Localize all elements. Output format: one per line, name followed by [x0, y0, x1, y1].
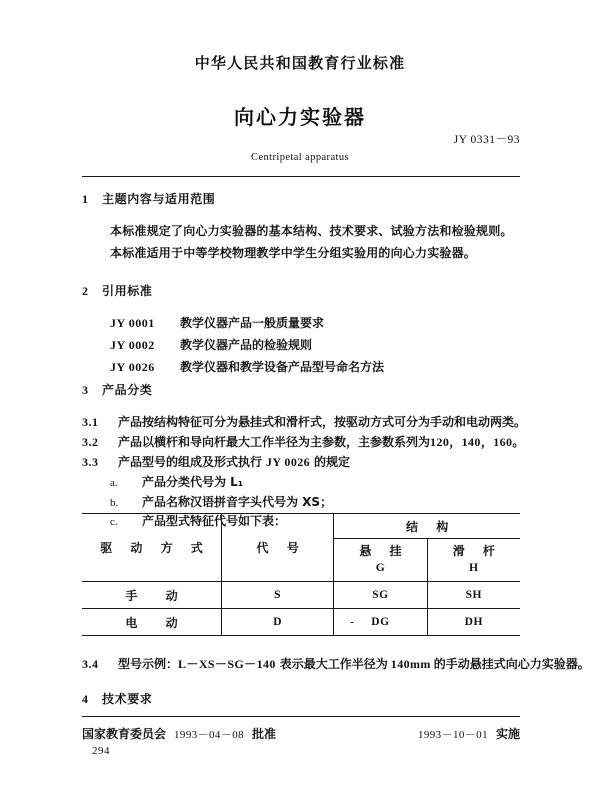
section-heading-2 — [82, 282, 152, 299]
section-number-4: 4 — [82, 692, 89, 706]
table-header-code — [222, 514, 334, 582]
table-header-slide-rod-label: 滑 杆 — [452, 543, 502, 558]
table-header-structure — [334, 514, 520, 539]
table-row — [82, 609, 520, 636]
table-cell-suspension — [334, 582, 427, 609]
table-cell-code: D — [222, 609, 334, 636]
footer-implementation — [410, 725, 520, 742]
product-type-code-table — [82, 513, 520, 636]
table-header-suspension-label: 悬 挂 — [359, 543, 409, 558]
list-item-text: 产品名称汉语拼音字头代号为 XS； — [142, 495, 333, 509]
list-item-text: 产品分类代号为 L₁ — [142, 475, 244, 489]
clause-text-3-1: 产品按结构特征可分为悬挂式和滑杆式，按驱动方式可分为手动和电动两类。 — [118, 415, 527, 429]
document-title: 向心力实验器 — [234, 105, 366, 129]
table-cell-drive — [82, 609, 222, 636]
footer-approval — [82, 725, 276, 742]
table-cell-slide-rod: SH — [427, 582, 520, 609]
clause-number-3-2: 3.2 — [82, 435, 99, 449]
footer-effective-date: 1993－10－01 — [417, 729, 488, 741]
table-header-suspension-letter: G — [375, 562, 386, 575]
clause-3-2 — [82, 433, 525, 450]
reference-title: 教学仪器产品一般质量要求 — [180, 316, 325, 330]
section-number-2: 2 — [82, 284, 89, 298]
list-item-marker: b. — [110, 497, 119, 509]
reference-item — [110, 314, 324, 331]
clause-3-3-reference: JY 0026 — [266, 455, 311, 469]
reference-title: 教学仪器和教学设备产品型号命名方法 — [180, 360, 385, 374]
footer-issuer: 国家教育委员会 — [82, 727, 167, 741]
reference-code: JY 0002 — [110, 338, 155, 352]
table-cell-suspension-code: SG — [372, 589, 389, 601]
section-heading-3 — [82, 381, 152, 398]
standard-number: JY 0331－93 — [453, 134, 520, 146]
clause-3-4-model-code: L－XS－SG－140 — [178, 657, 276, 671]
clause-text-3-3-b: 的规定 — [314, 455, 351, 469]
clause-3-1 — [82, 413, 526, 430]
table-cell-drive-label: 手 动 — [125, 588, 190, 603]
footer-effective-label: 实施 — [495, 727, 520, 741]
clause-text-3-4-b: 表示最大工作半径为 — [279, 657, 388, 671]
section-title-3: 产品分类 — [102, 383, 153, 397]
table-header-code-label: 代 号 — [256, 541, 306, 555]
table-cell-slide-rod: DH — [427, 609, 520, 636]
table-header-drive-mode — [82, 514, 222, 582]
footer-approve-date: 1993－04－08 — [174, 729, 245, 741]
clause-3-4 — [82, 655, 590, 672]
section-1-paragraph-1: 本标准规定了向心力实验器的基本结构、技术要求、试验方法和检验规则。 — [110, 224, 513, 238]
clause-text-3-2: 产品以横杆和导向杆最大工作半径为主参数，主参数系列为 — [118, 435, 431, 449]
clause-number-3-1: 3.1 — [82, 415, 99, 429]
list-item-marker: c. — [110, 516, 118, 528]
clause-text-3-4-c: 的手动悬挂式向心力实验器。 — [433, 657, 590, 671]
section-number-1: 1 — [82, 192, 89, 206]
organization-title: 中华人民共和国教育行业标准 — [194, 54, 406, 72]
section-title-4: 技术要求 — [102, 692, 153, 706]
clause-text-3-4-a: 型号示例： — [118, 657, 179, 671]
section-number-3: 3 — [82, 383, 89, 397]
reference-title: 教学仪器产品的检验规则 — [180, 338, 313, 352]
section-1-paragraph-2: 本标准适用于中等学校物理教学中学生分组实验用的向心力实验器。 — [110, 246, 477, 260]
reference-item — [110, 336, 312, 353]
clause-text-3-3-a: 产品型号的组成及形式执行 — [118, 455, 263, 469]
table-row — [82, 582, 520, 609]
clause-number-3-3: 3.3 — [82, 455, 99, 469]
footer-approve-label: 批准 — [252, 727, 277, 741]
clause-3-4-dimension: 140mm — [390, 657, 431, 671]
reference-item — [110, 358, 384, 375]
section-heading-4 — [82, 690, 152, 707]
table-cell-code: S — [222, 582, 334, 609]
table-header-slide-rod — [427, 539, 520, 582]
table-header-slide-rod-letter: H — [469, 562, 479, 575]
table-cell-suspension-prefix: - — [350, 616, 355, 628]
reference-code: JY 0001 — [110, 316, 155, 330]
section-heading-1 — [82, 190, 215, 207]
footer-divider — [82, 716, 520, 717]
clause-number-3-4: 3.4 — [82, 657, 99, 671]
page-number: 294 — [92, 745, 110, 757]
table-cell-drive — [82, 582, 222, 609]
section-title-1: 主题内容与适用范围 — [102, 192, 216, 206]
table-cell-drive-label: 电 动 — [125, 615, 190, 630]
list-item-marker: a. — [110, 477, 118, 489]
table-header-drive-mode-label: 驱 动 方 式 — [100, 541, 210, 555]
table-cell-suspension-code: DG — [371, 616, 390, 628]
reference-code: JY 0026 — [110, 360, 155, 374]
clause-3-3 — [82, 453, 350, 470]
list-item — [110, 493, 332, 510]
header-divider — [82, 176, 520, 177]
section-title-2: 引用标准 — [102, 284, 153, 298]
table-header-suspension — [334, 539, 427, 582]
table-header-row-1 — [82, 514, 520, 539]
table-cell-suspension — [334, 609, 427, 636]
list-item-text: 产品型式特征代号如下表： — [142, 514, 287, 528]
clause-3-2-values: 120，140，160。 — [430, 435, 525, 449]
table-header-structure-label: 结 构 — [406, 519, 456, 534]
document-title-english: Centripetal apparatus — [251, 152, 349, 163]
list-item — [110, 473, 243, 490]
